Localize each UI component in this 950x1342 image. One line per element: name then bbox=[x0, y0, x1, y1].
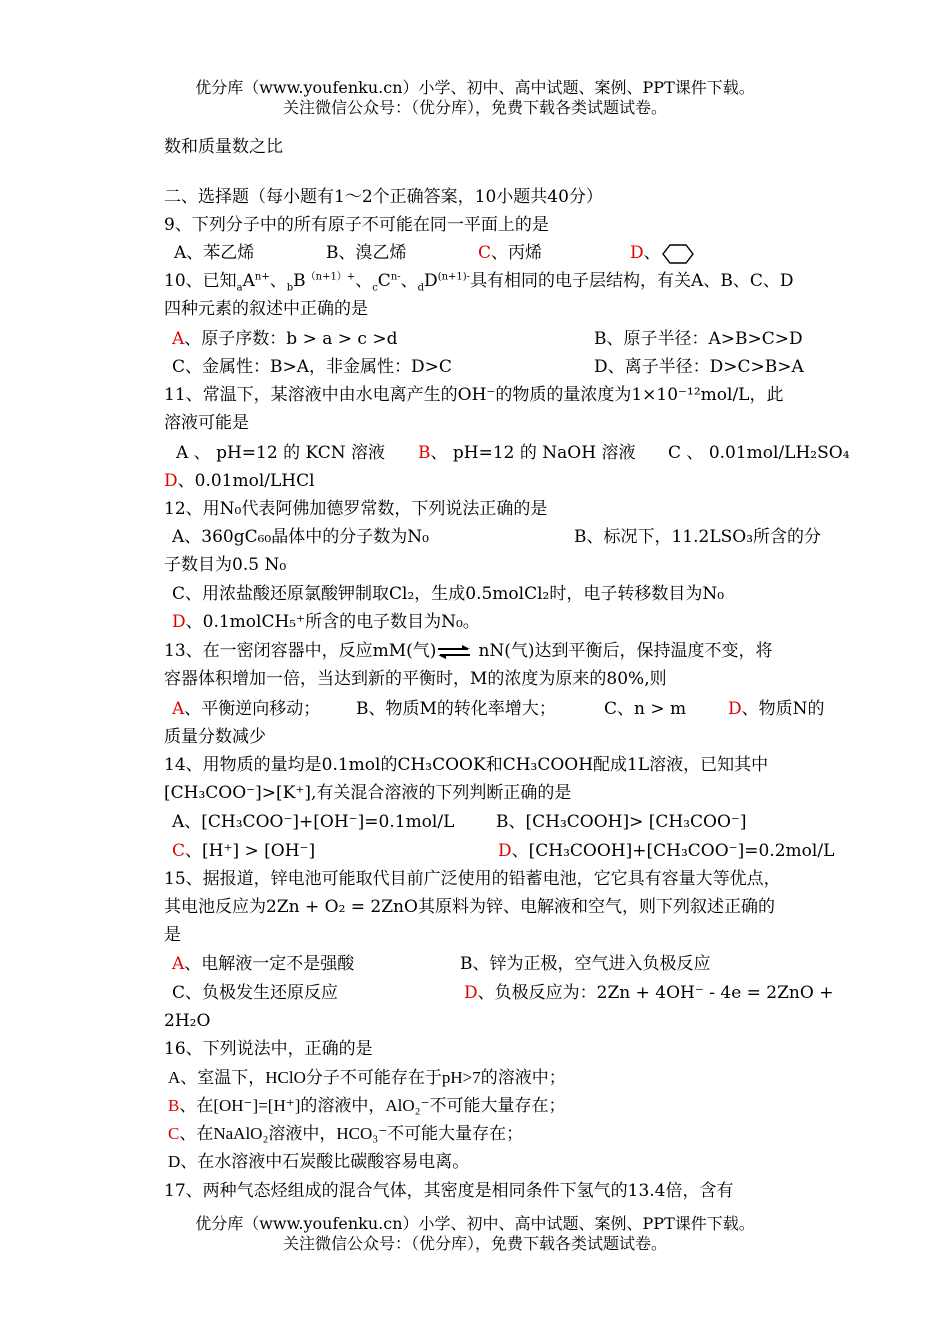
q15-option-a: A、电解液一定不是强酸 bbox=[172, 954, 355, 974]
q12-option-a: A、360gC₆₀晶体中的分子数为N₀ bbox=[172, 527, 429, 547]
footer-line-1: 优分库（www.youfenku.cn）小学、初中、高中试题、案例、PPT课件下载。 bbox=[195, 1214, 755, 1233]
q10-stem: 10、已知$_aA^{n+}$、$_bB^{(n+1)+}$、$_cC^{n-}$、$_dD^{(n+1)-}$具有相同的电子层结构，有关A、B、C、D bbox=[164, 271, 794, 294]
q16-option-c: C、在NaAlO₂溶液中，HCO₃⁻不可能大量存在； bbox=[168, 1124, 524, 1143]
q12-option-d: D、0.1molCH₅⁺所含的电子数目为N₀。 bbox=[172, 612, 480, 632]
intro-text: 数和质量数之比 bbox=[164, 137, 283, 157]
q13-option-d-cont: 质量分数减少 bbox=[164, 727, 266, 747]
q13-stem-line-1: 13、在一密闭容器中，反应mM(气) nN(气)达到平衡后，保持温度不变，将 bbox=[164, 641, 773, 661]
q11-option-b: B、 pH=12 的 NaOH 溶液 bbox=[418, 443, 636, 463]
q16-option-d: D、在水溶液中石炭酸比碳酸容易电离。 bbox=[168, 1152, 470, 1171]
q11-option-d-letter: D bbox=[164, 471, 178, 491]
q15-option-c: C、负极发生还原反应 bbox=[172, 983, 339, 1003]
q15-option-a-letter: A bbox=[172, 954, 185, 974]
section-title: 二、选择题（每小题有1～2个正确答案，10小题共40分） bbox=[164, 187, 603, 207]
q13-option-b: B、物质M的转化率增大； bbox=[356, 699, 556, 719]
q10-stem-line-2: 四种元素的叙述中正确的是 bbox=[164, 299, 368, 319]
q13-option-d: D、物质N的 bbox=[728, 699, 825, 719]
q13-option-d-letter: D bbox=[728, 699, 742, 719]
q12-option-b-cont: 子数目为0.5 N₀ bbox=[164, 555, 287, 575]
q13-option-a-letter: A bbox=[172, 699, 185, 719]
q12-option-d-letter: D bbox=[172, 612, 186, 632]
benzene-ring-icon bbox=[661, 243, 695, 265]
header-line-1: 优分库（www.youfenku.cn）小学、初中、高中试题、案例、PPT课件下载。 bbox=[195, 78, 755, 97]
q10-option-a: A、原子序数：b > a > c >d bbox=[172, 329, 398, 349]
q15-option-d-letter: D bbox=[464, 983, 478, 1003]
q9-option-b: B、溴乙烯 bbox=[326, 243, 407, 263]
q11-stem-line-1: 11、常温下，某溶液中由水电离产生的OH⁻的物质的量浓度为1×10⁻¹²mol/L，此 bbox=[164, 385, 784, 405]
q16-option-b: B、在[OH⁻]=[H⁺]的溶液中，AlO₂⁻不可能大量存在； bbox=[168, 1096, 566, 1115]
q16-stem: 16、下列说法中，正确的是 bbox=[164, 1039, 373, 1059]
q13-option-a: A、平衡逆向移动； bbox=[172, 699, 321, 719]
q12-option-b: B、标况下，11.2LSO₃所含的分 bbox=[574, 527, 822, 547]
q16-option-c-letter: C bbox=[168, 1124, 180, 1143]
q15-option-b: B、锌为正极，空气进入负极反应 bbox=[460, 954, 711, 974]
q11-option-b-letter: B bbox=[418, 443, 431, 463]
q13-option-c: C、n > m bbox=[604, 699, 687, 719]
q14-option-d: D、[CH₃COOH]+[CH₃COO⁻]=0.2mol/L bbox=[498, 841, 835, 861]
q15-option-d-cont: 2H₂O bbox=[164, 1011, 211, 1031]
equilibrium-arrow-icon bbox=[436, 645, 472, 659]
q14-option-c-letter: C bbox=[172, 841, 186, 861]
q9-option-c-letter: C bbox=[478, 243, 492, 263]
q11-option-a: A 、 pH=12 的 KCN 溶液 bbox=[176, 443, 386, 463]
q10-option-d: D、离子半径：D>C>B>A bbox=[594, 357, 804, 377]
q15-option-d: D、负极反应为：2Zn + 4OH⁻ - 4e = 2ZnO + bbox=[464, 983, 834, 1003]
q14-stem-line-2: [CH₃COO⁻]>[K⁺],有关混合溶液的下列判断正确的是 bbox=[164, 783, 572, 803]
q14-option-d-letter: D bbox=[498, 841, 512, 861]
q17-stem: 17、两种气态烃组成的混合气体，其密度是相同条件下氢气的13.4倍，含有 bbox=[164, 1181, 734, 1201]
q14-option-c: C、[H⁺] > [OH⁻] bbox=[172, 841, 316, 861]
q12-stem: 12、用N₀代表阿佛加德罗常数，下列说法正确的是 bbox=[164, 499, 548, 519]
q11-option-d: D、0.01mol/LHCl bbox=[164, 471, 315, 491]
q15-stem-line-1: 15、据报道，锌电池可能取代目前广泛使用的铅蓄电池，它它具有容量大等优点， bbox=[164, 869, 781, 889]
q9-option-d: D、 bbox=[630, 242, 695, 265]
q11-stem-line-2: 溶液可能是 bbox=[164, 413, 249, 433]
q14-stem-line-1: 14、用物质的量均是0.1mol的CH₃COOK和CH₃COOH配成1L溶液，已知其中 bbox=[164, 755, 769, 775]
q16-option-a: A、室温下，HClO分子不可能存在于pH>7的溶液中； bbox=[168, 1068, 566, 1087]
q15-stem-line-2: 其电池反应为2Zn + O₂ = 2ZnO其原料为锌、电解液和空气，则下列叙述正确的 bbox=[164, 897, 775, 917]
q15-stem-line-3: 是 bbox=[164, 925, 181, 945]
footer-line-2: 关注微信公众号：（优分库），免费下载各类试题试卷。 bbox=[282, 1234, 667, 1253]
q14-option-a: A、[CH₃COO⁻]+[OH⁻]=0.1mol/L bbox=[172, 812, 455, 832]
q16-option-b-letter: B bbox=[168, 1096, 180, 1115]
q10-option-b: B、原子半径：A>B>C>D bbox=[594, 329, 803, 349]
q13-stem-line-2: 容器体积增加一倍，当达到新的平衡时，M的浓度为原来的80%,则 bbox=[164, 669, 667, 689]
q12-option-c: C、用浓盐酸还原氯酸钾制取Cl₂，生成0.5molCl₂时，电子转移数目为N₀ bbox=[172, 584, 725, 604]
q10-option-c: C、金属性：B>A，非金属性：D>C bbox=[172, 357, 452, 377]
q11-option-c: C 、 0.01mol/LH₂SO₄ bbox=[668, 443, 850, 463]
q10-option-a-letter: A bbox=[172, 329, 185, 349]
q9-option-a: A、苯乙烯 bbox=[174, 243, 255, 263]
header-line-2: 关注微信公众号：（优分库），免费下载各类试题试卷。 bbox=[282, 98, 667, 117]
q9-stem: 9、下列分子中的所有原子不可能在同一平面上的是 bbox=[164, 215, 549, 235]
q9-option-d-letter: D bbox=[630, 243, 644, 263]
q14-option-b: B、[CH₃COOH]> [CH₃COO⁻] bbox=[496, 812, 747, 832]
q9-option-c: C、丙烯 bbox=[478, 243, 543, 263]
